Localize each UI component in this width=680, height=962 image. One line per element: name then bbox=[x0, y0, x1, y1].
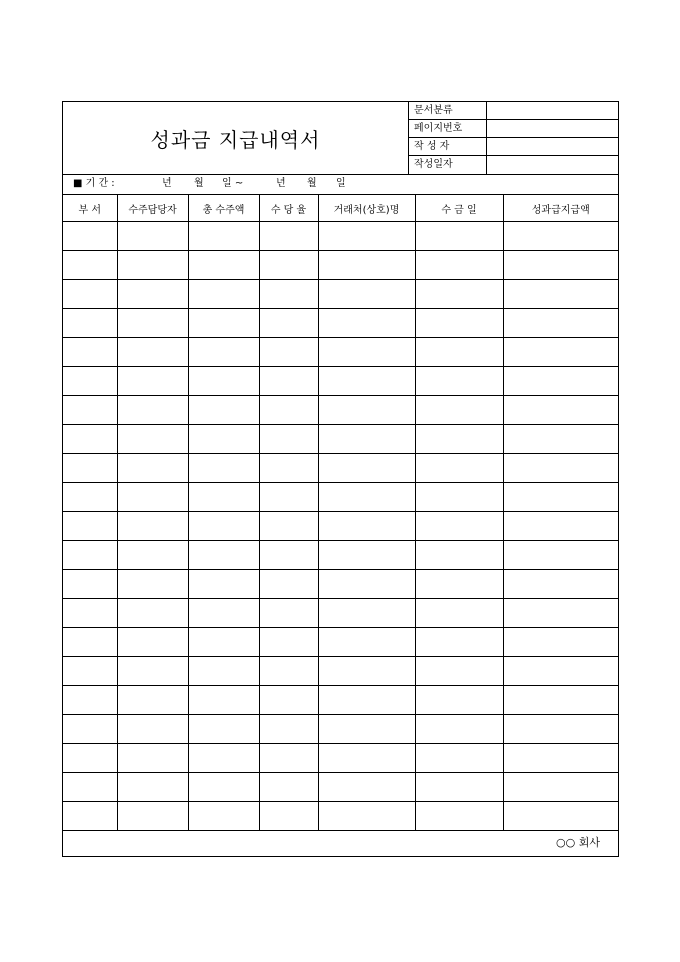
table-cell[interactable] bbox=[415, 280, 503, 309]
period-to-day: 일 bbox=[336, 178, 346, 189]
table-cell[interactable] bbox=[117, 396, 188, 425]
table-cell[interactable] bbox=[63, 744, 117, 773]
table-cell[interactable] bbox=[503, 309, 618, 338]
table-row bbox=[63, 773, 618, 802]
table-cell[interactable] bbox=[259, 396, 318, 425]
table-cell[interactable] bbox=[503, 251, 618, 280]
table-cell[interactable] bbox=[503, 454, 618, 483]
period-from-month: 월 bbox=[194, 178, 204, 189]
table-cell[interactable] bbox=[415, 599, 503, 628]
table-cell[interactable] bbox=[188, 657, 259, 686]
period-row bbox=[63, 174, 618, 195]
table-cell[interactable] bbox=[63, 715, 117, 744]
date-label: 작성일자 bbox=[408, 156, 487, 174]
table-cell[interactable] bbox=[63, 570, 117, 599]
table-row bbox=[63, 657, 618, 686]
table-cell[interactable] bbox=[117, 222, 188, 251]
table-cell[interactable] bbox=[63, 309, 117, 338]
form-title: 성과금 지급내역서 bbox=[63, 102, 409, 174]
table-row bbox=[63, 744, 618, 773]
table-cell[interactable] bbox=[117, 715, 188, 744]
table-cell[interactable] bbox=[318, 338, 415, 367]
payment-table bbox=[63, 195, 618, 831]
table-cell[interactable] bbox=[117, 773, 188, 802]
table-cell[interactable] bbox=[259, 367, 318, 396]
table-cell[interactable] bbox=[415, 396, 503, 425]
table-cell[interactable] bbox=[503, 657, 618, 686]
table-cell[interactable] bbox=[415, 338, 503, 367]
column-header-bonus-amount: 성과급지급액 bbox=[503, 195, 618, 222]
table-cell[interactable] bbox=[188, 367, 259, 396]
table-row bbox=[63, 628, 618, 657]
table-cell[interactable] bbox=[259, 309, 318, 338]
table-cell[interactable] bbox=[415, 512, 503, 541]
table-cell[interactable] bbox=[63, 628, 117, 657]
table-row bbox=[63, 686, 618, 715]
table-cell[interactable] bbox=[63, 222, 117, 251]
table-cell[interactable] bbox=[259, 338, 318, 367]
table-cell[interactable] bbox=[259, 570, 318, 599]
table-cell[interactable] bbox=[318, 280, 415, 309]
table-cell[interactable] bbox=[259, 454, 318, 483]
table-cell[interactable] bbox=[318, 657, 415, 686]
table-row bbox=[63, 251, 618, 280]
table-cell[interactable] bbox=[259, 541, 318, 570]
column-header-sales-rep: 수주담당자 bbox=[117, 195, 188, 222]
table-cell[interactable] bbox=[188, 251, 259, 280]
table-cell[interactable] bbox=[117, 599, 188, 628]
table-cell[interactable] bbox=[415, 715, 503, 744]
company-name: ○○ 회사 bbox=[556, 836, 600, 849]
table-cell[interactable] bbox=[318, 599, 415, 628]
table-cell[interactable] bbox=[503, 773, 618, 802]
table-cell[interactable] bbox=[117, 367, 188, 396]
table-cell[interactable] bbox=[503, 280, 618, 309]
column-header-client-name: 거래처(상호)명 bbox=[318, 195, 415, 222]
table-cell[interactable] bbox=[259, 222, 318, 251]
table-row bbox=[63, 280, 618, 309]
table-cell[interactable] bbox=[318, 744, 415, 773]
table-cell[interactable] bbox=[63, 454, 117, 483]
column-header-commission-rate: 수 당 율 bbox=[259, 195, 318, 222]
table-cell[interactable] bbox=[318, 686, 415, 715]
table-row bbox=[63, 512, 618, 541]
table-cell[interactable] bbox=[503, 222, 618, 251]
table-cell[interactable] bbox=[63, 425, 117, 454]
table-cell[interactable] bbox=[188, 483, 259, 512]
table-cell[interactable] bbox=[318, 309, 415, 338]
table-cell[interactable] bbox=[503, 338, 618, 367]
table-cell[interactable] bbox=[63, 657, 117, 686]
table-cell[interactable] bbox=[117, 454, 188, 483]
table-row bbox=[63, 222, 618, 251]
table-cell[interactable] bbox=[259, 686, 318, 715]
table-cell[interactable] bbox=[63, 599, 117, 628]
table-cell[interactable] bbox=[63, 396, 117, 425]
table-cell[interactable] bbox=[259, 657, 318, 686]
table-cell[interactable] bbox=[503, 686, 618, 715]
period-label: ■ 기 간 : bbox=[73, 178, 115, 189]
table-cell[interactable] bbox=[117, 338, 188, 367]
page-number-row bbox=[408, 120, 618, 138]
table-cell[interactable] bbox=[318, 715, 415, 744]
table-cell[interactable] bbox=[188, 628, 259, 657]
document-info-box bbox=[408, 102, 618, 174]
table-cell[interactable] bbox=[415, 251, 503, 280]
column-header-collection-date: 수 금 일 bbox=[415, 195, 503, 222]
table-cell[interactable] bbox=[188, 309, 259, 338]
form-header bbox=[63, 102, 618, 175]
table-cell[interactable] bbox=[503, 512, 618, 541]
table-cell[interactable] bbox=[503, 425, 618, 454]
table-cell[interactable] bbox=[415, 425, 503, 454]
table-row bbox=[63, 541, 618, 570]
table-cell[interactable] bbox=[188, 773, 259, 802]
table-row bbox=[63, 570, 618, 599]
table-cell[interactable] bbox=[415, 309, 503, 338]
table-row bbox=[63, 425, 618, 454]
table-cell[interactable] bbox=[188, 396, 259, 425]
table-cell[interactable] bbox=[188, 599, 259, 628]
table-cell[interactable] bbox=[63, 541, 117, 570]
table-cell[interactable] bbox=[188, 280, 259, 309]
table-cell[interactable] bbox=[259, 425, 318, 454]
table-cell[interactable] bbox=[503, 570, 618, 599]
table-cell[interactable] bbox=[415, 657, 503, 686]
column-header-total-orders: 총 수주액 bbox=[188, 195, 259, 222]
table-cell[interactable] bbox=[318, 396, 415, 425]
table-cell[interactable] bbox=[63, 251, 117, 280]
table-row bbox=[63, 396, 618, 425]
table-cell[interactable] bbox=[503, 541, 618, 570]
table-cell[interactable] bbox=[117, 686, 188, 715]
table-cell[interactable] bbox=[415, 773, 503, 802]
table-cell[interactable] bbox=[259, 512, 318, 541]
table-cell[interactable] bbox=[259, 628, 318, 657]
table-cell[interactable] bbox=[318, 367, 415, 396]
column-header-department: 부 서 bbox=[63, 195, 117, 222]
table-cell[interactable] bbox=[259, 773, 318, 802]
table-cell[interactable] bbox=[259, 715, 318, 744]
table-row bbox=[63, 599, 618, 628]
author-row bbox=[408, 138, 618, 156]
table-cell[interactable] bbox=[259, 280, 318, 309]
table-cell[interactable] bbox=[318, 222, 415, 251]
table-cell[interactable] bbox=[503, 483, 618, 512]
bonus-payment-form bbox=[62, 101, 619, 857]
table-cell[interactable] bbox=[188, 222, 259, 251]
table-cell[interactable] bbox=[415, 541, 503, 570]
table-cell[interactable] bbox=[63, 773, 117, 802]
table-cell[interactable] bbox=[117, 309, 188, 338]
period-from-year: 년 bbox=[162, 178, 172, 189]
table-cell[interactable] bbox=[117, 483, 188, 512]
table-row bbox=[63, 367, 618, 396]
table-cell[interactable] bbox=[503, 715, 618, 744]
table-cell[interactable] bbox=[188, 570, 259, 599]
page-number-label: 페이지번호 bbox=[408, 120, 487, 138]
table-cell[interactable] bbox=[117, 657, 188, 686]
table-cell[interactable] bbox=[503, 744, 618, 773]
table-row bbox=[63, 454, 618, 483]
table-cell[interactable] bbox=[63, 483, 117, 512]
table-cell[interactable] bbox=[117, 251, 188, 280]
page-number-field[interactable] bbox=[488, 120, 618, 138]
table-cell[interactable] bbox=[63, 338, 117, 367]
table-cell[interactable] bbox=[415, 744, 503, 773]
table-cell[interactable] bbox=[63, 686, 117, 715]
date-row bbox=[408, 156, 618, 174]
table-cell[interactable] bbox=[188, 338, 259, 367]
table-cell[interactable] bbox=[188, 744, 259, 773]
table-row bbox=[63, 338, 618, 367]
table-cell[interactable] bbox=[318, 628, 415, 657]
period-to-month: 월 bbox=[307, 178, 317, 189]
table-cell[interactable] bbox=[318, 512, 415, 541]
table-cell[interactable] bbox=[259, 251, 318, 280]
table-cell[interactable] bbox=[117, 541, 188, 570]
table-cell[interactable] bbox=[259, 483, 318, 512]
table-cell[interactable] bbox=[117, 628, 188, 657]
period-to-year: 년 bbox=[276, 178, 286, 189]
table-cell[interactable] bbox=[117, 570, 188, 599]
doc-class-label: 문서분류 bbox=[408, 102, 487, 120]
table-cell[interactable] bbox=[117, 744, 188, 773]
form-footer bbox=[63, 826, 618, 856]
table-cell[interactable] bbox=[117, 280, 188, 309]
table-cell[interactable] bbox=[415, 628, 503, 657]
doc-class-row bbox=[408, 102, 618, 120]
table-cell[interactable] bbox=[117, 425, 188, 454]
table-cell[interactable] bbox=[415, 222, 503, 251]
table-cell[interactable] bbox=[503, 367, 618, 396]
table-cell[interactable] bbox=[188, 454, 259, 483]
table-header-row bbox=[63, 195, 618, 222]
author-field[interactable] bbox=[488, 138, 618, 156]
table-cell[interactable] bbox=[415, 686, 503, 715]
table-cell[interactable] bbox=[63, 367, 117, 396]
period-from-day: 일 ~ bbox=[222, 178, 244, 189]
table-cell[interactable] bbox=[415, 483, 503, 512]
table-cell[interactable] bbox=[188, 715, 259, 744]
table-cell[interactable] bbox=[318, 425, 415, 454]
table-cell[interactable] bbox=[188, 425, 259, 454]
table-cell[interactable] bbox=[503, 599, 618, 628]
table-cell[interactable] bbox=[259, 744, 318, 773]
table-row bbox=[63, 483, 618, 512]
table-cell[interactable] bbox=[318, 570, 415, 599]
table-cell[interactable] bbox=[318, 454, 415, 483]
table-cell[interactable] bbox=[318, 251, 415, 280]
table-cell[interactable] bbox=[318, 773, 415, 802]
table-cell[interactable] bbox=[415, 454, 503, 483]
table-cell[interactable] bbox=[503, 628, 618, 657]
table-cell[interactable] bbox=[318, 483, 415, 512]
table-cell[interactable] bbox=[188, 686, 259, 715]
table-cell[interactable] bbox=[63, 280, 117, 309]
doc-class-field[interactable] bbox=[488, 102, 618, 120]
table-cell[interactable] bbox=[117, 512, 188, 541]
table-cell[interactable] bbox=[188, 541, 259, 570]
table-row bbox=[63, 715, 618, 744]
author-label: 작 성 자 bbox=[408, 138, 487, 156]
table-cell[interactable] bbox=[259, 599, 318, 628]
table-cell[interactable] bbox=[415, 367, 503, 396]
table-row bbox=[63, 309, 618, 338]
table-cell[interactable] bbox=[188, 512, 259, 541]
table-cell[interactable] bbox=[415, 570, 503, 599]
table-cell[interactable] bbox=[63, 512, 117, 541]
date-field[interactable] bbox=[488, 156, 618, 174]
table-cell[interactable] bbox=[318, 541, 415, 570]
table-cell[interactable] bbox=[503, 396, 618, 425]
